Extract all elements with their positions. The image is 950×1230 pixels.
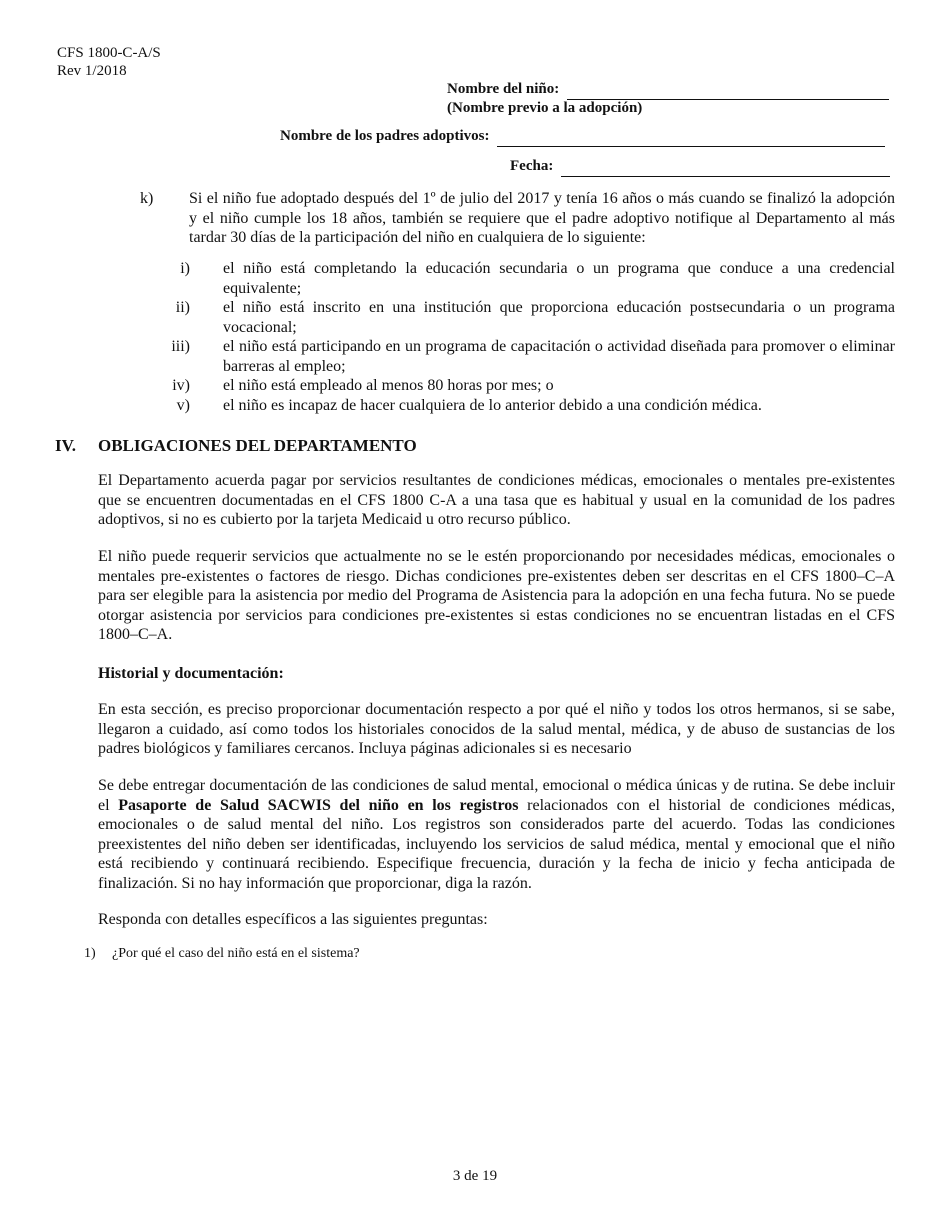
form-code: CFS 1800-C-A/S xyxy=(57,45,161,61)
list-item-number: ii) xyxy=(175,299,190,316)
adoptive-parents-field[interactable] xyxy=(280,127,885,147)
adoptive-parents-label: Nombre de los padres adoptivos: xyxy=(280,128,490,144)
page-number: 3 de 19 xyxy=(452,1168,498,1184)
paragraph-history: En esta sección, es preciso proporcionar documentación respecto a por qué el niño y todos los otros hermanos, si se sabe, llegaron a cuidado, así como todos los historiales conocidos de la salud mental, médica, y de abuso de sustancias de los padres biológicos y familiares cercanos. Incluya páginas adicionales si es necesario xyxy=(98,701,895,757)
paragraph-documentation xyxy=(98,776,895,893)
paragraph-preexisting: El niño puede requerir servicios que actualmente no se le estén proporcionando por necesidades médicas, emocionales o mentales pre-existentes o factores de riesgo. Dichas condiciones pre-existentes deben ser descritas en el CFS 1800–C–A para ser elegible para la asistencia por medio del Programa de Asistencia para la adopción en una fecha futura. No se puede otorgar asistencia por servicios para condiciones pre-existentes si estas condiciones no se encuentran listadas en el CFS 1800–C–A. xyxy=(98,548,895,643)
adoptive-parents-input-line[interactable] xyxy=(497,130,885,147)
form-revision: Rev 1/2018 xyxy=(57,63,127,79)
item-k-letter: k) xyxy=(140,190,154,207)
list-item-text: el niño está empleado al menos 80 horas por mes; o xyxy=(223,377,554,394)
list-item xyxy=(160,259,895,298)
documentation-text-a: Se debe entregar documentación de las condiciones de salud mental, emocional o médica únicas y de rutina. Se debe incluir el xyxy=(98,777,895,814)
list-item-text: el niño es incapaz de hacer cualquiera de lo anterior debido a una condición médica. xyxy=(223,396,762,414)
list-item xyxy=(160,337,895,376)
list-item-number: v) xyxy=(176,396,190,414)
section-number: IV. xyxy=(55,436,76,455)
paragraph-obligations: El Departamento acuerda pagar por servicios resultantes de condiciones médicas, emocionales o mentales pre-existentes que se encuentren documentadas en el CFS 1800 C-A a una tasa que es habitual y usual en la comunidad de los padres adoptivos, si no es cubierto por la tarjeta Medicaid u otro recurso público. xyxy=(98,472,895,528)
section-title: OBLIGACIONES DEL DEPARTAMENTO xyxy=(98,436,417,455)
question-text: ¿Por qué el caso del niño está en el sistema? xyxy=(112,946,360,961)
history-heading: Historial y documentación: xyxy=(98,665,284,682)
list-item-text: el niño está inscrito en una institución que proporciona educación postsecundaria o un programa vocacional; xyxy=(223,299,895,336)
list-item-number: i) xyxy=(180,260,190,277)
question-item xyxy=(84,944,360,964)
child-name-label: Nombre del niño: xyxy=(447,81,560,97)
child-name-field[interactable] xyxy=(447,80,889,100)
item-k-sublist xyxy=(160,259,895,415)
question-number: 1) xyxy=(84,946,96,961)
list-item-text: el niño está participando en un programa de capacitación o actividad diseñada para promover o eliminar barreras al empleo; xyxy=(223,338,895,375)
date-field[interactable] xyxy=(510,157,890,177)
form-header xyxy=(57,44,161,80)
child-name-sublabel: (Nombre previo a la adopción) xyxy=(447,100,643,116)
paragraph-instructions: Responda con detalles específicos a las siguientes preguntas: xyxy=(98,911,488,928)
list-item xyxy=(160,298,895,337)
child-name-input-line[interactable] xyxy=(567,83,889,100)
item-k-text: Si el niño fue adoptado después del 1º de julio del 2017 y tenía 16 años o más cuando se finalizó la adopción y el niño cumple los 18 años, también se requiere que el padre adoptivo notifique al Departamento al más tardar 30 días de la participación del niño en cualquiera de lo siguiente: xyxy=(189,190,895,246)
list-item-number: iii) xyxy=(171,338,190,355)
list-item xyxy=(160,396,895,416)
date-label: Fecha: xyxy=(510,158,554,174)
health-passport-emphasis: Pasaporte de Salud SACWIS del niño en los registros xyxy=(118,796,519,814)
section-heading xyxy=(55,436,417,456)
list-item-text: el niño está completando la educación secundaria o un programa que conduce a una credencial equivalente; xyxy=(223,260,895,297)
list-item xyxy=(160,376,895,396)
documentation-text-b: relacionados con el historial de condiciones médicas, emocionales o de salud mental del niño. Los registros son considerados parte del acuerdo. Todas las condiciones preexistentes del niño deben ser identificadas, incluyendo los servicios de salud médica, mental y emocional que el niño está recibiendo y continuará recibiendo. Especifique frecuencia, duración y la fecha de inicio y fecha anticipada de finalización. Si no hay información que proporcionar, diga la razón. xyxy=(98,796,896,892)
date-input-line[interactable] xyxy=(561,160,890,177)
list-item-number: iv) xyxy=(172,377,190,394)
item-k xyxy=(140,189,895,248)
